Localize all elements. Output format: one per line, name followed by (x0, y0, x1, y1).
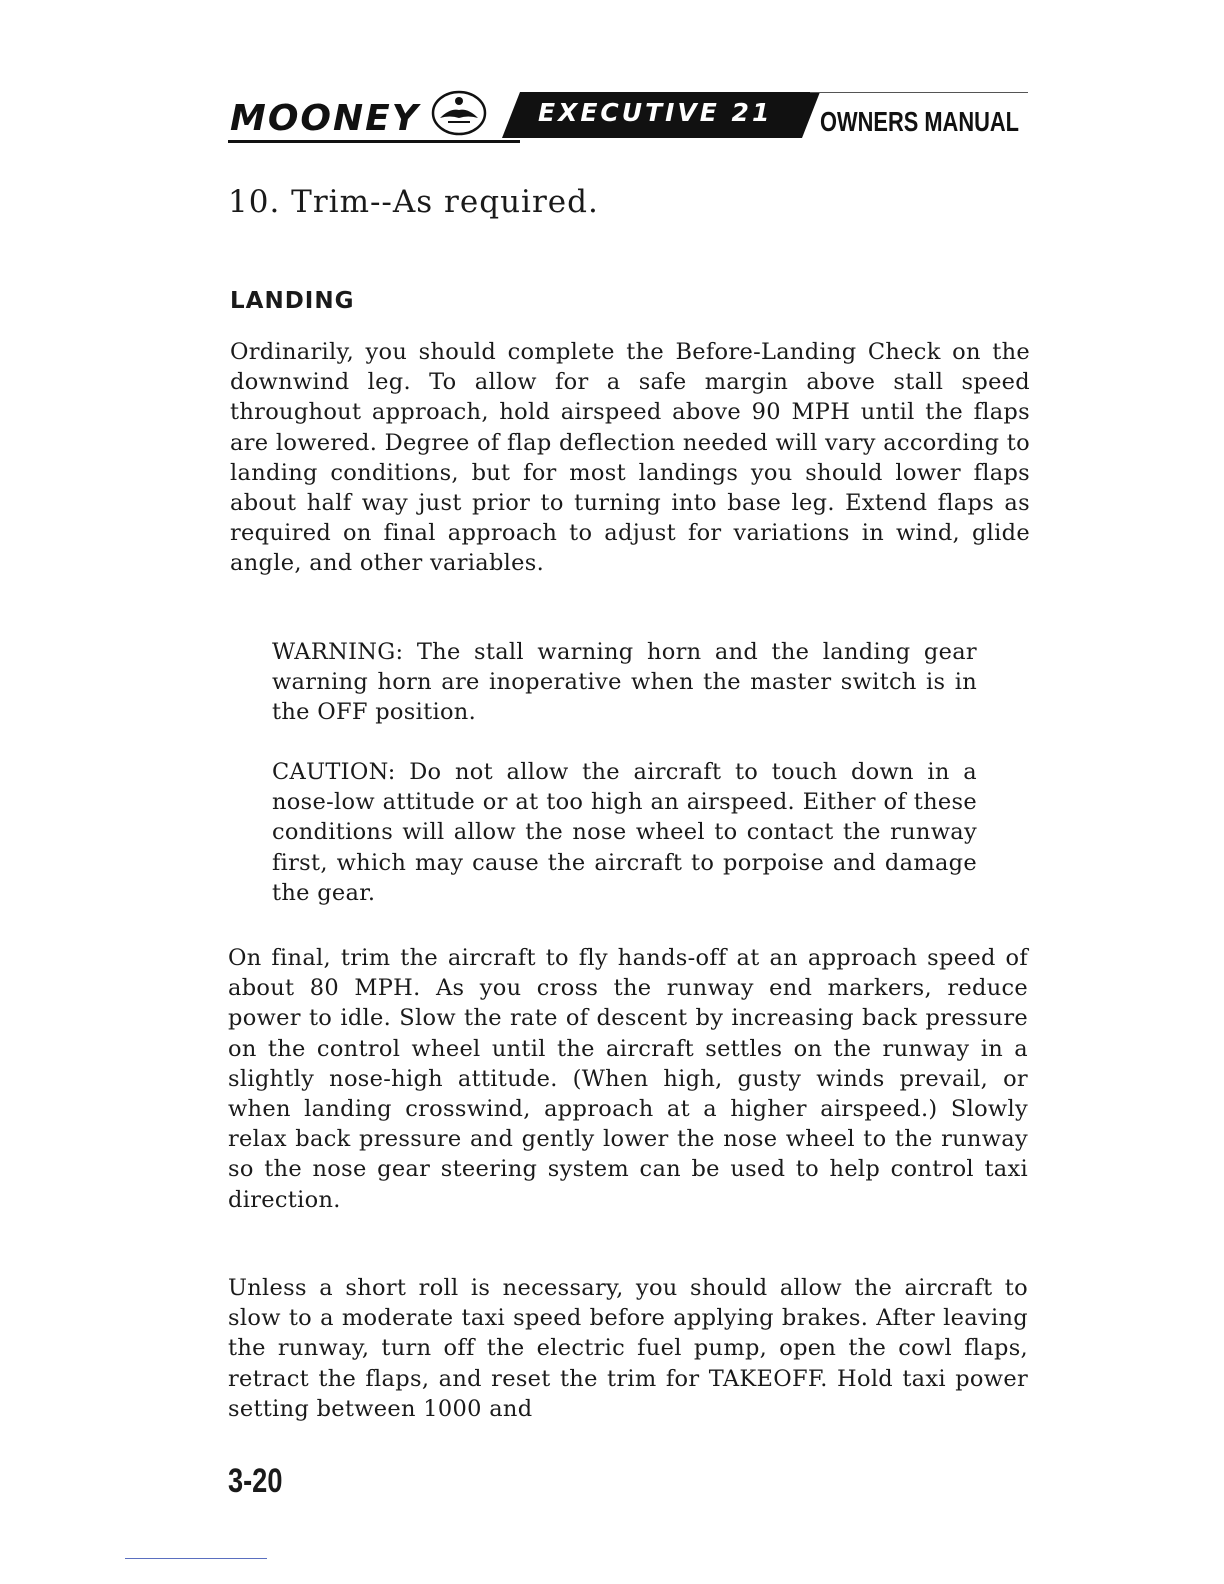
header-rule (810, 92, 1028, 93)
step-10-trim: 10. Trim--As required. (228, 184, 599, 220)
model-name: EXECUTIVE 21 (538, 98, 773, 127)
section-heading-landing: LANDING (230, 288, 355, 314)
brand-underline (228, 140, 520, 143)
warning-note: WARNING: The stall warning horn and the landing gear warning horn are inoperative when the master switch is in the OFF position. (272, 639, 977, 726)
landing-paragraph-1: Ordinarily, you should complete the Before-Landing Check on the downwind leg. To allow for a safe margin above stall speed throughout approach, hold airspeed above 90 MPH until the flaps are lowered. Degree of flap deflection needed will vary according to landing conditions, but for most landings you should lower flaps about half way just prior to turning into base leg. Extend flaps as required on final approach to adjust for variations in wind, glide angle, and other variables. (230, 339, 1030, 577)
mooney-logo-icon (426, 88, 492, 138)
brand-name: MOONEY (230, 98, 420, 139)
landing-paragraph-rollout: Unless a short roll is necessary, you should allow the aircraft to slow to a moderate taxi speed before applying brakes. After leaving the runway, turn off the electric fuel pump, open the cowl flaps, retract the flaps, and reset the trim for TAKEOFF. Hold taxi power setting between 1000 and (228, 1275, 1028, 1422)
page-header (228, 88, 1028, 148)
landing-paragraph-final: On final, trim the aircraft to fly hands-off at an approach speed of about 80 MPH. As you cross the runway end markers, reduce power to idle. Slow the rate of descent by increasing back pressure on the control wheel until the aircraft settles on the runway in a slightly nose-high attitude. (When high, gusty winds prevail, or when landing crosswind, approach at a higher airspeed.) Slowly relax back pressure and gently lower the nose wheel to the runway so the nose gear steering system can be used to help control taxi direction. (228, 945, 1028, 1213)
page-number: 3-20 (228, 1462, 283, 1500)
caution-note: CAUTION: Do not allow the aircraft to touch down in a nose-low attitude or at too high an airspeed. Either of these conditions will allow the nose wheel to contact the runway first, which may cause the aircraft to porpoise and damage the gear. (272, 759, 977, 906)
manual-title: OWNERS MANUAL (820, 106, 1019, 137)
footer-rule (125, 1558, 267, 1559)
